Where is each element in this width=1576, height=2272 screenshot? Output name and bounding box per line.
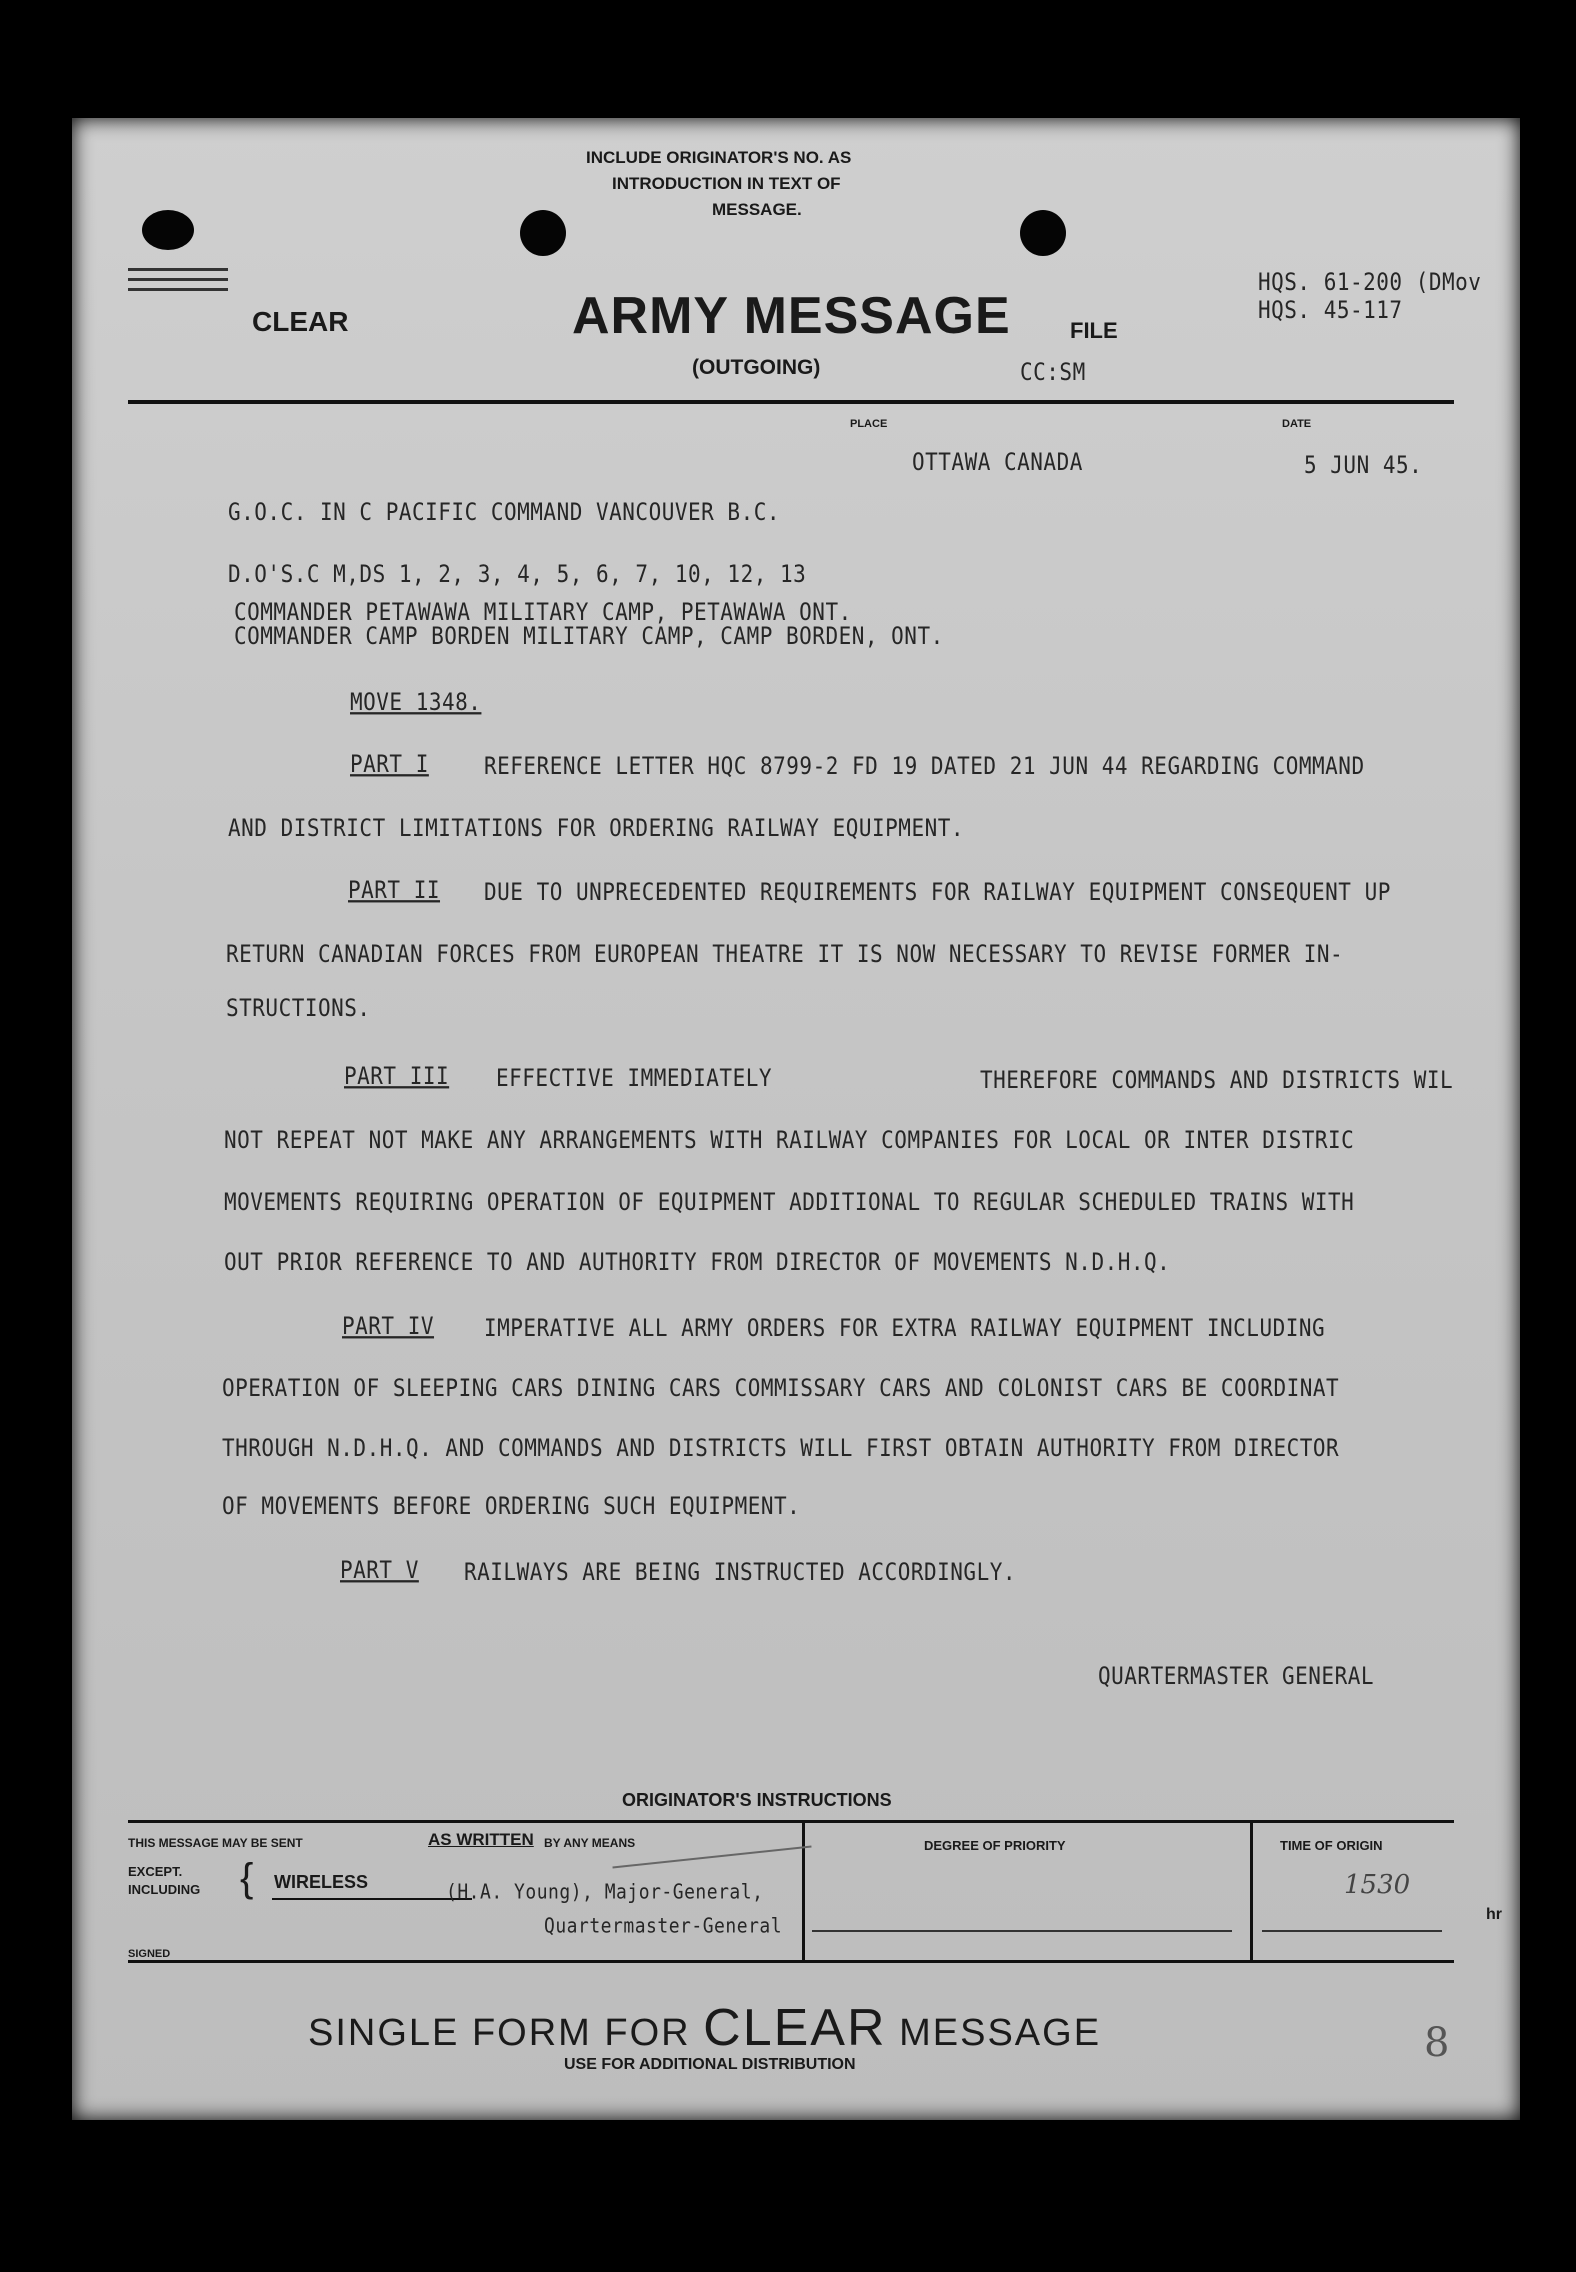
clear-emphasis: CLEAR: [703, 1999, 887, 2057]
addressee-borden: COMMANDER CAMP BORDEN MILITARY CAMP, CAMP BORDEN, ONT.: [234, 622, 944, 650]
page-number: 8: [1424, 2020, 1450, 2066]
cc-label: CC:SM: [1020, 358, 1086, 386]
time-of-origin-label: TIME OF ORIGIN: [1280, 1838, 1383, 1853]
part1-label: PART I: [350, 750, 429, 778]
part4-line3: THROUGH N.D.H.Q. AND COMMANDS AND DISTRICTS WILL FIRST OBTAIN AUTHORITY FROM DIRECTOR: [222, 1434, 1340, 1462]
footer-top-rule: [128, 1820, 1454, 1823]
part2-line3: STRUCTIONS.: [226, 994, 371, 1022]
brace-mark: {: [240, 1856, 254, 1900]
footer-divider-2: [1250, 1820, 1253, 1960]
as-written-label: AS WRITTEN: [428, 1830, 534, 1849]
signer-name: (H.A. Young), Major-General,: [446, 1880, 764, 1905]
addressee-petawawa: COMMANDER PETAWAWA MILITARY CAMP, PETAWAWA ONT.: [234, 598, 852, 626]
priority-label: DEGREE OF PRIORITY: [924, 1838, 1066, 1853]
part4-label: PART IV: [342, 1312, 435, 1340]
single-form-label: [308, 1998, 1101, 2058]
file-ref-1: HQS. 61-200 (DMov: [1258, 268, 1482, 296]
include-note-line2: INTRODUCTION IN TEXT OF: [612, 174, 841, 193]
form-title: ARMY MESSAGE: [572, 287, 1011, 345]
classification-label: CLEAR: [252, 306, 349, 337]
part3-label: PART III: [344, 1062, 450, 1090]
margin-note: hr: [1486, 1906, 1502, 1923]
form-code-mark: [128, 288, 228, 291]
place-label: PLACE: [850, 418, 888, 430]
include-note-line3: MESSAGE.: [712, 200, 802, 219]
part1-line2: AND DISTRICT LIMITATIONS FOR ORDERING RAILWAY EQUIPMENT.: [228, 814, 965, 842]
punch-hole-right: [1020, 210, 1066, 256]
priority-line: [812, 1930, 1232, 1932]
file-label: FILE: [1070, 318, 1118, 343]
time-line: [1262, 1930, 1442, 1932]
signature-block: QUARTERMASTER GENERAL: [1098, 1662, 1375, 1690]
file-ref-2: HQS. 45-117: [1258, 296, 1403, 324]
wireless-underline: [272, 1898, 472, 1900]
footer-bottom-rule: [128, 1960, 1454, 1963]
form-code-mark: [128, 278, 228, 281]
including-label: INCLUDING: [128, 1882, 201, 1897]
part5-label: PART V: [340, 1556, 419, 1584]
part3-line1b: THEREFORE COMMANDS AND DISTRICTS WIL: [980, 1066, 1454, 1094]
include-note-line1: INCLUDE ORIGINATOR'S NO. AS: [586, 148, 852, 167]
part1-line1: REFERENCE LETTER HQC 8799-2 FD 19 DATED 21 JUN 44 REGARDING COMMAND: [484, 752, 1365, 780]
addressee-action: G.O.C. IN C PACIFIC COMMAND VANCOUVER B.C.: [228, 498, 781, 526]
sent-label: THIS MESSAGE MAY BE SENT: [128, 1836, 303, 1850]
part3-line3: MOVEMENTS REQUIRING OPERATION OF EQUIPMENT ADDITIONAL TO REGULAR SCHEDULED TRAINS WITH: [224, 1188, 1355, 1216]
form-subtitle: (OUTGOING): [692, 356, 821, 379]
footer-divider-1: [802, 1820, 805, 1960]
part4-line2: OPERATION OF SLEEPING CARS DINING CARS COMMISSARY CARS AND COLONIST CARS BE COORDINAT: [222, 1374, 1340, 1402]
date-value: 5 JUN 45.: [1304, 451, 1423, 479]
part3-line1a: EFFECTIVE IMMEDIATELY: [496, 1064, 773, 1092]
single-form-text: SINGLE FORM FOR: [308, 2012, 691, 2054]
signer-title: Quartermaster-General: [544, 1914, 783, 1939]
part3-line4: OUT PRIOR REFERENCE TO AND AUTHORITY FROM DIRECTOR OF MOVEMENTS N.D.H.Q.: [224, 1248, 1171, 1276]
wireless-label: WIRELESS: [274, 1872, 369, 1892]
signed-label: SIGNED: [128, 1948, 171, 1960]
header-divider: [128, 400, 1454, 404]
place-value: OTTAWA CANADA: [912, 448, 1083, 476]
part3-line2: NOT REPEAT NOT MAKE ANY ARRANGEMENTS WITH RAILWAY COMPANIES FOR LOCAL OR INTER DISTRIC: [224, 1126, 1355, 1154]
message-form: [72, 118, 1520, 2120]
originator-instructions-title: ORIGINATOR'S INSTRUCTIONS: [622, 1790, 892, 1810]
part2-line2: RETURN CANADIAN FORCES FROM EUROPEAN THEATRE IT IS NOW NECESSARY TO REVISE FORMER IN-: [226, 940, 1344, 968]
additional-distribution-label: USE FOR ADDITIONAL DISTRIBUTION: [564, 2056, 856, 2073]
message-text: MESSAGE: [899, 2012, 1102, 2054]
date-label: DATE: [1282, 418, 1312, 430]
part4-line1: IMPERATIVE ALL ARMY ORDERS FOR EXTRA RAILWAY EQUIPMENT INCLUDING: [484, 1314, 1326, 1342]
by-any-means-label: BY ANY MEANS: [544, 1836, 636, 1850]
time-of-origin-value: 1530: [1344, 1870, 1411, 1900]
part5-line1: RAILWAYS ARE BEING INSTRUCTED ACCORDINGLY.: [464, 1558, 1017, 1586]
except-label: EXCEPT.: [128, 1864, 183, 1879]
handwritten-mark: [612, 1846, 811, 1869]
punch-hole-left: [520, 210, 566, 256]
addressee-info: D.O'S.C M,DS 1, 2, 3, 4, 5, 6, 7, 10, 12, 13: [228, 560, 807, 588]
move-reference: MOVE 1348.: [350, 688, 482, 716]
part2-line1: DUE TO UNPRECEDENTED REQUIREMENTS FOR RAILWAY EQUIPMENT CONSEQUENT UP: [484, 878, 1391, 906]
part2-label: PART II: [348, 876, 441, 904]
part4-line4: OF MOVEMENTS BEFORE ORDERING SUCH EQUIPMENT.: [222, 1492, 801, 1520]
form-code-mark: [128, 268, 228, 271]
punch-hole-corner: [142, 210, 194, 250]
